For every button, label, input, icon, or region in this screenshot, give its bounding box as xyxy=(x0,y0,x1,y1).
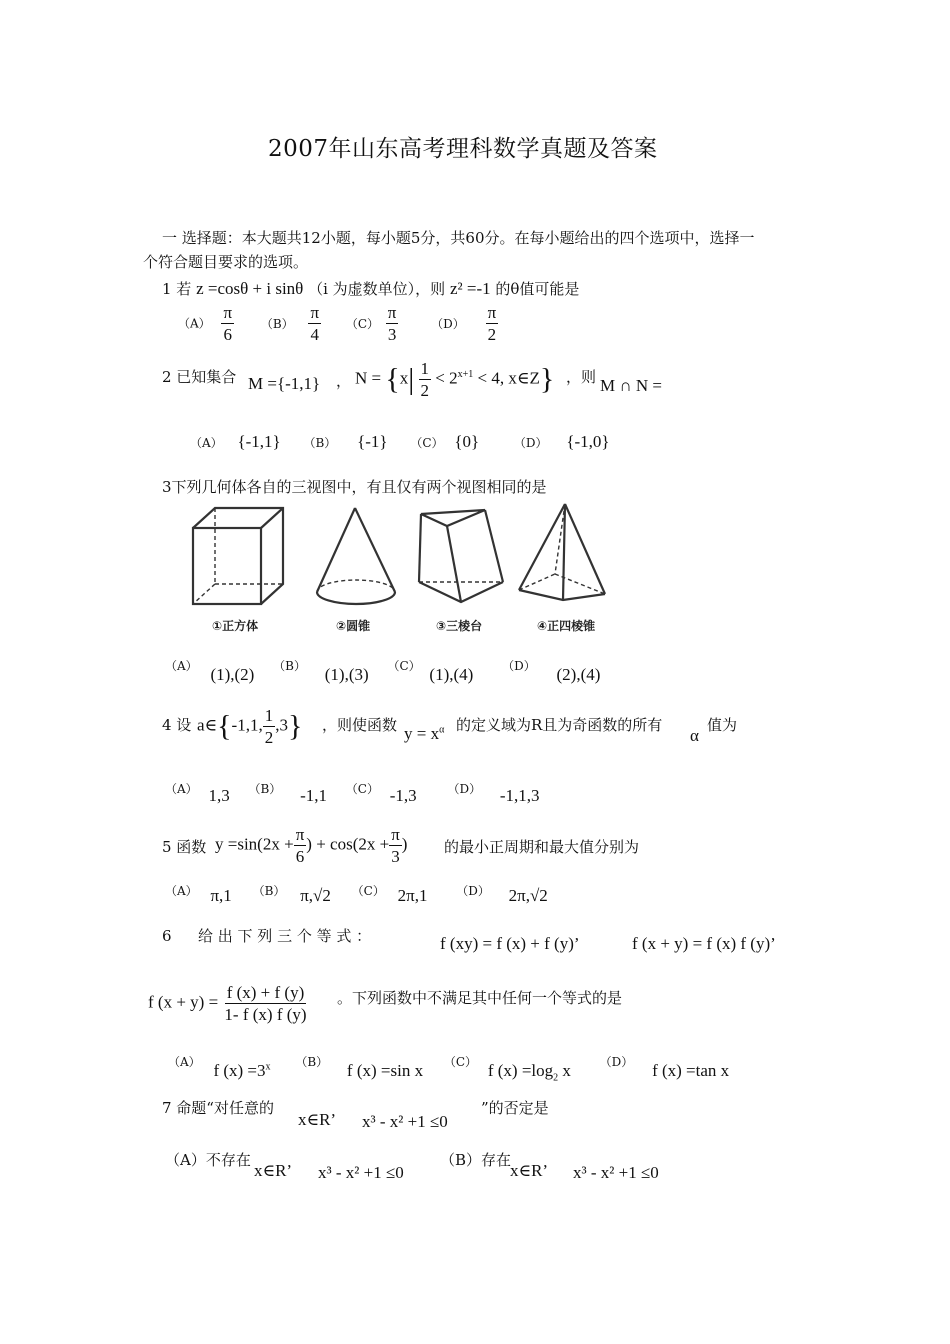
frustum-figure xyxy=(419,510,503,602)
q7-option-a-x: x∈R’ xyxy=(254,1161,293,1180)
q2-option-c-value: {0} xyxy=(454,432,480,451)
q7-inequality: x³ - x² +1 ≤0 xyxy=(362,1112,448,1131)
q1-option-d-value: $\frac{\pi}{2}$ xyxy=(487,303,497,344)
q6-option-b-label: （B） xyxy=(295,1055,329,1069)
q6-tail: 。下列函数中不满足其中任何一个等式的是 xyxy=(337,989,623,1007)
q1-options xyxy=(178,304,498,343)
cube-figure xyxy=(193,508,283,604)
q5-option-a-value: π,1 xyxy=(210,886,232,905)
q2-option-b-value: {-1} xyxy=(357,432,388,451)
cone-figure xyxy=(317,508,395,604)
q4-option-c-label: （C） xyxy=(345,782,379,796)
pyramid-figure xyxy=(519,504,605,600)
q3-option-a-value: (1),(2) xyxy=(210,665,255,684)
q7-option-a-inequality: x³ - x² +1 ≤0 xyxy=(318,1163,404,1182)
q1-option-a-value: $\frac{\pi}{6}$ xyxy=(223,303,233,344)
q5-option-d-label: （D） xyxy=(456,884,490,898)
q1-z-squared: z² =-1 xyxy=(449,279,491,298)
q1-number: 1 若 xyxy=(162,280,192,298)
q6-option-c-value: f $(x) =\log_2$ x xyxy=(487,1061,571,1084)
q1-option-b-value: $\frac{\pi}{4}$ xyxy=(310,303,320,344)
q5-option-b-value: π,√2 xyxy=(300,886,331,905)
q2-number: 2 已知集合 xyxy=(162,368,237,386)
q4-alpha: α xyxy=(690,726,699,745)
section-intro-line1: 一 选择题：本大题共12小题，每小题5分，共60分。在每小题给出的四个选项中，选择一 xyxy=(162,229,755,247)
q2-then: ，则 xyxy=(566,368,597,386)
q2-option-c-label: （C） xyxy=(410,436,444,450)
q7-x-in-r: x∈R’ xyxy=(298,1110,337,1129)
q6-equation-2: f (x + y) = f (x) f (y)’ xyxy=(632,934,776,953)
page-title: 2007年山东高考理科数学真题及答案 xyxy=(268,136,658,162)
q5-options xyxy=(165,880,548,905)
q2-option-a-value: {-1,1} xyxy=(237,432,281,451)
q6-equation-1: f (xy) = f (x) + f (y)’ xyxy=(440,934,580,953)
section-intro-line2: 个符合题目要求的选项。 xyxy=(143,253,309,271)
q2-option-a-label: （A） xyxy=(190,436,223,450)
q2-option-d-value: {-1,0} xyxy=(566,432,610,451)
q6-option-d-label: （D） xyxy=(599,1055,634,1069)
q4-option-d-label: （D） xyxy=(447,782,482,796)
q3-option-b-label: （B） xyxy=(273,659,306,673)
q2-comma: ， xyxy=(336,372,352,390)
q2-options xyxy=(190,432,610,452)
q4-set: a∈{-1,1, $\frac{1}{2}$ ,3} xyxy=(197,706,303,747)
q6-option-a-value: f $(x) =3^x$ xyxy=(213,1061,271,1080)
q1-expression: z =cosθ + i sinθ xyxy=(196,279,304,298)
q5-option-b-label: （B） xyxy=(252,884,286,898)
q4-function: $y = x^\alpha$ xyxy=(404,724,445,743)
q7-number: 7 命题“对任意的 xyxy=(162,1099,274,1117)
q4-middle: ，则使函数 xyxy=(322,716,398,734)
q1-option-b-label: （B） xyxy=(260,316,294,331)
q6-option-c-label: （C） xyxy=(443,1055,478,1069)
q2-set-n: N = {x| $\frac{1}{2}$ < $2^{x+1} < 4$, x∈Z} xyxy=(355,359,555,400)
q7-tail: ”的否定是 xyxy=(481,1099,549,1117)
q6-option-a-label: （A） xyxy=(168,1055,201,1069)
q7-option-b-inequality: x³ - x² +1 ≤0 xyxy=(573,1163,659,1182)
q6-options xyxy=(168,1051,730,1084)
q7-option-a-label: （A）不存在 xyxy=(165,1151,251,1169)
q3-option-c-label: （C） xyxy=(387,659,421,673)
question-1 xyxy=(162,279,579,299)
q5-expression: y =sin(2x + $\frac{\pi}{6}$ ) + cos(2x + $\frac{\pi}{3}$ ) xyxy=(215,825,408,866)
q6-text: 给 出 下 列 三 个 等 式 ： xyxy=(198,927,372,945)
caption-frustum: ③三棱台 xyxy=(436,619,483,633)
q7-option-b-x: x∈R’ xyxy=(510,1161,549,1180)
q3-option-d-label: （D） xyxy=(502,659,536,673)
q5-option-c-value: 2π,1 xyxy=(397,886,428,905)
question-2 xyxy=(162,368,236,386)
q4-tail2: 值为 xyxy=(707,716,738,734)
q2-option-b-label: （B） xyxy=(303,436,337,450)
q1-option-c-label: （C） xyxy=(345,316,379,331)
q5-option-c-label: （C） xyxy=(351,884,385,898)
q1-option-c-value: $\frac{\pi}{3}$ xyxy=(387,303,397,344)
q5-tail: 的最小正周期和最大值分别为 xyxy=(444,838,640,856)
q4-number: 4 设 xyxy=(162,716,192,734)
q4-option-d-value: -1,1,3 xyxy=(499,786,540,805)
q6-option-b-value: f (x) =sin x xyxy=(346,1061,424,1080)
caption-pyramid: ④正四棱锥 xyxy=(537,619,596,633)
q4-option-c-value: -1,3 xyxy=(389,786,417,805)
q2-set-m: M ={-1,1} xyxy=(248,374,321,393)
q4-tail: 的定义域为R且为奇函数的所有 xyxy=(456,716,663,734)
q1-option-d-label: （D） xyxy=(431,316,465,331)
q3-option-d-value: (2),(4) xyxy=(556,665,601,684)
q6-option-d-value: f (x) =tan x xyxy=(652,1061,730,1080)
q3-option-c-value: (1),(4) xyxy=(429,665,474,684)
caption-cone: ②圆锥 xyxy=(336,619,371,633)
q5-number: 5 函数 xyxy=(162,838,207,856)
q3-option-a-label: （A） xyxy=(165,659,198,673)
q3-options xyxy=(165,655,601,684)
q4-option-b-label: （B） xyxy=(248,782,282,796)
q1-middle: （i 为虚数单位），则 xyxy=(308,280,446,298)
q1-option-a-label: （A） xyxy=(178,316,211,331)
q4-option-a-value: 1,3 xyxy=(208,786,230,805)
q4-option-b-value: -1,1 xyxy=(300,786,328,805)
q2-option-d-label: （D） xyxy=(513,436,548,450)
q7-option-b-label: （B）存在 xyxy=(440,1151,512,1169)
q5-option-d-value: 2π,√2 xyxy=(508,886,548,905)
q2-intersection: M ∩ N = xyxy=(600,376,663,395)
q4-options xyxy=(165,778,540,805)
q5-option-a-label: （A） xyxy=(165,884,198,898)
q1-tail: 的θ值可能是 xyxy=(495,280,580,298)
caption-cube: ①正方体 xyxy=(212,619,259,633)
q6-number: 6 xyxy=(162,927,172,945)
q4-option-a-label: （A） xyxy=(165,782,198,796)
q6-equation-3: f (x + y) = $\frac{f (x) + f (y)}{1- f (x) f (y)}$ xyxy=(148,983,307,1024)
q3-option-b-value: (1),(3) xyxy=(324,665,369,684)
question-3: 3下列几何体各自的三视图中，有且仅有两个视图相同的是 xyxy=(162,478,547,496)
